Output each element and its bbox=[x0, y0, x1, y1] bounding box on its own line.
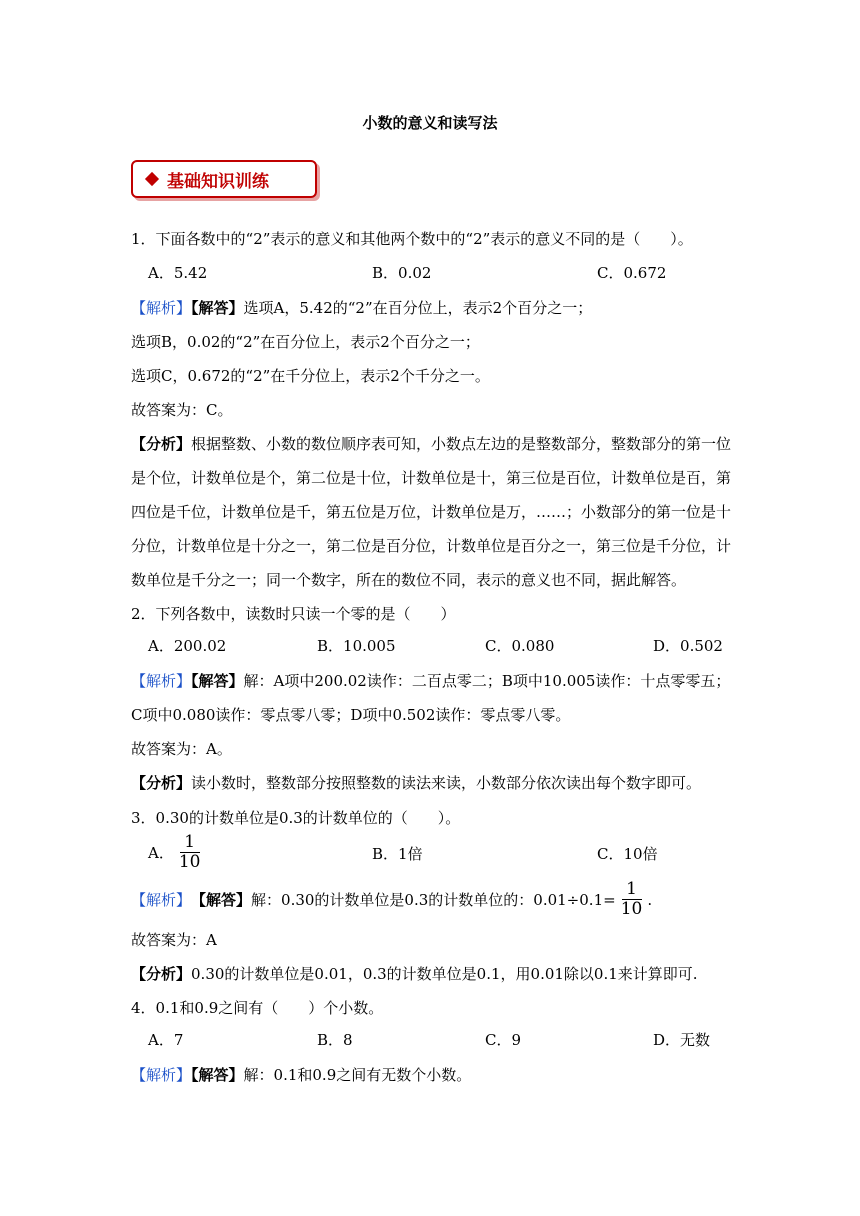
jiexi-tag: 【解析】 bbox=[131, 1066, 192, 1084]
q2-fenxi-1: 读小数时，整数部分按照整数的读法来读，小数部分依次读出每个数字即可。 bbox=[191, 774, 702, 792]
q4-ans-1: 解：0.1和0.9之间有无数个小数。 bbox=[243, 1066, 472, 1084]
jiexi-tag: 【解析】 bbox=[131, 890, 192, 909]
q3-answer-line-1 bbox=[131, 880, 652, 919]
section-header bbox=[131, 160, 317, 198]
diamond-icon bbox=[145, 172, 159, 186]
q1-fenxi-2: 是个位，计数单位是个，第二位是十位，计数单位是十，第三位是百位，计数单位是百，第 bbox=[131, 469, 732, 487]
q2-option-c: C．0.080 bbox=[485, 637, 555, 655]
jieda-tag: 【解答】 bbox=[191, 672, 244, 690]
q3-stem: 3．0.30的计数单位是0.3的计数单位的（ ）。 bbox=[131, 809, 461, 827]
jiexi-tag: 【解析】 bbox=[131, 299, 192, 317]
fraction-numerator: 1 bbox=[184, 832, 196, 852]
q1-ans-1: 选项A，5.42的“2”在百分位上，表示2个百分之一； bbox=[243, 299, 593, 317]
q2-stem: 2．下列各数中，读数时只读一个零的是（ ） bbox=[131, 605, 456, 623]
jieda-tag: 【解答】 bbox=[191, 890, 252, 909]
q1-option-a: A．5.42 bbox=[148, 264, 208, 282]
q4-option-a: A．7 bbox=[148, 1031, 184, 1049]
fraction-denominator: 10 bbox=[620, 899, 643, 919]
q2-analysis-line bbox=[131, 773, 701, 793]
q1-fenxi-5: 数单位是千分之一；同一个数字，所在的数位不同，表示的意义也不同，据此解答。 bbox=[131, 571, 687, 589]
fraction-numerator: 1 bbox=[626, 879, 637, 899]
q4-option-d: D．无数 bbox=[653, 1031, 711, 1049]
q2-option-a: A．200.02 bbox=[148, 637, 227, 655]
fraction-denominator: 10 bbox=[178, 852, 201, 872]
q3-ans-1: 解：0.30的计数单位是0.3的计数单位的：0.01÷0.1= bbox=[251, 890, 616, 909]
fraction bbox=[176, 833, 204, 872]
q1-option-c: C．0.672 bbox=[597, 264, 667, 282]
q1-option-b: B．0.02 bbox=[372, 264, 432, 282]
q2-ans-3: 故答案为：A。 bbox=[131, 740, 232, 758]
q1-answer-line-1 bbox=[131, 298, 592, 318]
q1-ans-4: 故答案为：C。 bbox=[131, 401, 233, 419]
q3-ans-2: 故答案为：A bbox=[131, 931, 217, 949]
jieda-tag: 【解答】 bbox=[191, 1066, 244, 1084]
q4-option-b: B．8 bbox=[317, 1031, 353, 1049]
q3-ans-1-end: . bbox=[647, 890, 653, 909]
q2-ans-2: C项中0.080读作：零点零八零；D项中0.502读作：零点零八零。 bbox=[131, 706, 571, 724]
q3-fenxi-1: 0.30的计数单位是0.01，0.3的计数单位是0.1，用0.01除以0.1来计算即可. bbox=[191, 965, 698, 983]
q1-ans-3: 选项C，0.672的“2”在千分位上，表示2个千分之一。 bbox=[131, 367, 490, 385]
q2-option-b: B．10.005 bbox=[317, 637, 396, 655]
q3-option-b: B．1倍 bbox=[372, 845, 423, 863]
q1-ans-2: 选项B，0.02的“2”在百分位上，表示2个百分之一； bbox=[131, 333, 480, 351]
fenxi-tag: 【分析】 bbox=[131, 774, 192, 792]
q1-fenxi-3: 四位是千位，计数单位是千，第五位是万位，计数单位是万，……；小数部分的第一位是十 bbox=[131, 503, 732, 521]
q1-stem: 1．下面各数中的“2”表示的意义和其他两个数中的“2”表示的意义不同的是（ ）。 bbox=[131, 230, 693, 248]
section-label: 基础知识训练 bbox=[167, 171, 269, 192]
q2-answer-line-1 bbox=[131, 671, 730, 691]
q4-option-c: C．9 bbox=[485, 1031, 522, 1049]
fenxi-tag: 【分析】 bbox=[131, 435, 192, 453]
q2-ans-1: 解：A项中200.02读作：二百点零二；B项中10.005读作：十点零零五； bbox=[243, 672, 731, 690]
jiexi-tag: 【解析】 bbox=[131, 672, 192, 690]
q3-option-a bbox=[148, 833, 205, 872]
page-title: 小数的意义和读写法 bbox=[362, 114, 498, 132]
q1-fenxi-1: 根据整数、小数的数位顺序表可知，小数点左边的是整数部分，整数部分的第一位 bbox=[191, 435, 732, 453]
q1-analysis-line-1 bbox=[131, 434, 731, 454]
fenxi-tag: 【分析】 bbox=[131, 965, 192, 983]
q1-fenxi-4: 分位，计数单位是十分之一，第二位是百分位，计数单位是百分之一，第三位是千分位，计 bbox=[131, 537, 732, 555]
q4-answer-line-1 bbox=[131, 1065, 471, 1085]
q3-option-c: C．10倍 bbox=[597, 845, 658, 863]
q2-option-d: D．0.502 bbox=[653, 637, 723, 655]
q3-analysis-line bbox=[131, 964, 698, 984]
jieda-tag: 【解答】 bbox=[191, 299, 244, 317]
fraction bbox=[618, 880, 646, 919]
q3-option-a-prefix: A． bbox=[148, 843, 174, 862]
q4-stem: 4．0.1和0.9之间有（ ）个小数。 bbox=[131, 999, 384, 1017]
